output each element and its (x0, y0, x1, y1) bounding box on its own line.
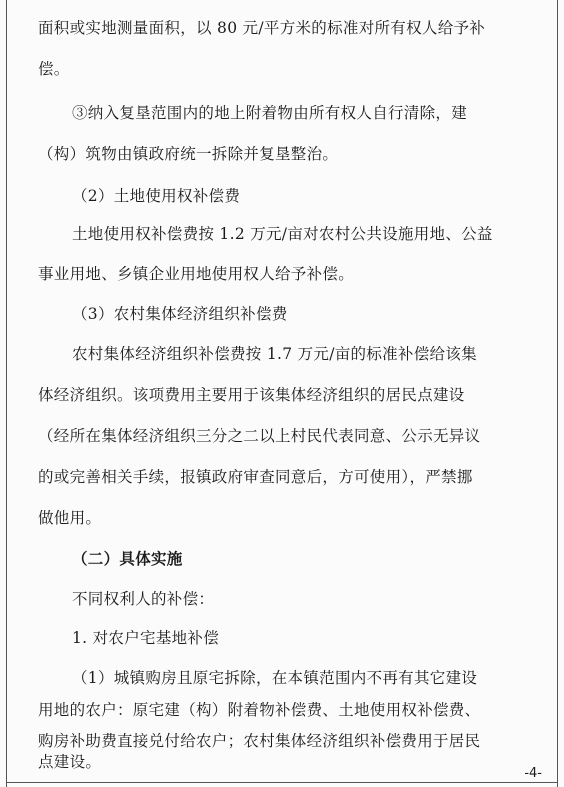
page-border-bottom (6, 782, 558, 783)
paragraph-line: 不同权利人的补偿： (72, 590, 215, 608)
section-heading: （二）具体实施 (72, 549, 183, 568)
paragraph-line: 事业用地、乡镇企业用地使用权人给予补偿。 (38, 265, 355, 283)
section-heading: （3）农村集体经济组织补偿费 (72, 305, 288, 323)
paragraph-line: 用地的农户：原宅建（构）附着物补偿费、土地使用权补偿费、 (38, 701, 481, 719)
paragraph-line: 土地使用权补偿费按 1.2 万元/亩对农村公共设施用地、公益 (72, 225, 493, 243)
page-border-right (557, 0, 558, 787)
paragraph-line: （经所在集体经济组织三分之二以上村民代表同意、公示无异议 (38, 427, 481, 445)
page-number: -4- (524, 766, 542, 781)
paragraph-line: 农村集体经济组织补偿费按 1.7 万元/亩的标准补偿给该集 (72, 345, 477, 363)
paragraph-line: 点建设。 (38, 753, 102, 771)
paragraph-line: 面积或实地测量面积，以 80 元/平方米的标准对所有权人给予补 (38, 19, 486, 37)
paragraph-line: 做他用。 (38, 509, 102, 527)
page-border-left (6, 0, 7, 787)
section-heading: （2）土地使用权补偿费 (72, 187, 241, 205)
paragraph-line: ③纳入复垦范围内的地上附着物由所有权人自行清除，建 (72, 104, 468, 122)
paragraph-line: （构）筑物由镇政府统一拆除并复垦整治。 (38, 145, 339, 163)
subsection-heading: 1. 对农户宅基地补偿 (72, 629, 220, 647)
paragraph-line: 购房补助费直接兑付给农户；农村集体经济组织补偿费用于居民 (38, 732, 481, 750)
paragraph-line: 偿。 (38, 60, 70, 78)
paragraph-line: 的或完善相关手续，报镇政府审查同意后，方可使用），严禁挪 (38, 468, 473, 486)
paragraph-line: （1）城镇购房且原宅拆除，在本镇范围内不再有其它建设 (72, 669, 478, 687)
paragraph-line: 体经济组织。该项费用主要用于该集体经济组织的居民点建设 (38, 386, 465, 404)
